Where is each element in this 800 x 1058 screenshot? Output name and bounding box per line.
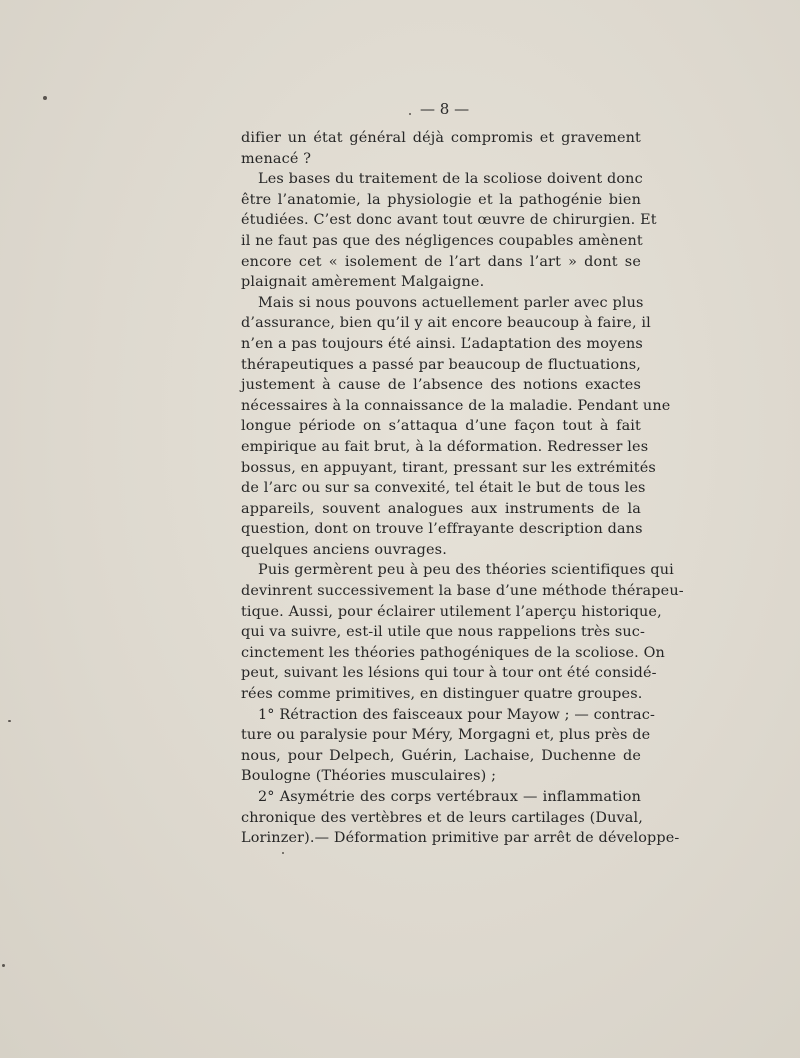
text-line: bossus, en appuyant, tirant, pressant sur les extrémités	[241, 459, 656, 476]
text-line: Boulogne (Théories musculaires) ;	[241, 768, 497, 785]
body-text	[241, 128, 684, 849]
paper-speck	[2, 964, 5, 967]
text-line: question, dont on trouve l’effrayante description dans	[241, 521, 643, 538]
text-line: peut, suivant les lésions qui tour à tour ont été considé-	[241, 665, 657, 682]
text-line: nous, pour Delpech, Guérin, Lachaise, Duchenne de	[241, 747, 641, 764]
text-line: Mais si nous pouvons actuellement parler avec plus	[258, 294, 644, 311]
paper-speck	[282, 852, 284, 854]
page-number: — 8 —	[420, 100, 470, 118]
text-line: appareils, souvent analogues aux instruments de la	[241, 500, 641, 517]
text-line: cinctement les théories pathogéniques de la scoliose. On	[241, 644, 665, 661]
text-line: d’assurance, bien qu’il y ait encore beaucoup à faire, il	[241, 315, 651, 332]
paper-speck	[409, 113, 411, 115]
text-line: être l’anatomie, la physiologie et la pathogénie bien	[241, 191, 641, 208]
text-line: 2° Asymétrie des corps vertébraux — inflammation	[258, 789, 641, 805]
paper-speck	[43, 96, 47, 100]
text-line: Les bases du traitement de la scoliose doivent donc	[258, 171, 643, 188]
text-line: encore cet « isolement de l’art dans l’art » dont se	[241, 253, 641, 270]
text-line: thérapeutiques a passé par beaucoup de fluctuations,	[241, 356, 642, 373]
text-line: Lorinzer).— Déformation primitive par arrêt de développe-	[241, 830, 680, 847]
text-line: chronique des vertèbres et de leurs cartilages (Duval,	[241, 809, 643, 826]
text-line: de l’arc ou sur sa convexité, tel était le but de tous les	[241, 480, 646, 497]
text-line: devinrent successivement la base d’une méthode thérapeu-	[241, 583, 684, 600]
text-line: quelques anciens ouvrages.	[241, 541, 447, 558]
text-line: difier un état général déjà compromis et gravement	[241, 130, 641, 146]
text-line: empirique au fait brut, à la déformation. Redresser les	[241, 438, 649, 455]
text-line: étudiées. C’est donc avant tout œuvre de chirurgien. Et	[241, 212, 657, 229]
paper-speck	[8, 720, 11, 722]
text-line: nécessaires à la connaissance de la maladie. Pendant une	[241, 397, 671, 414]
text-line: plaignait amèrement Malgaigne.	[241, 274, 485, 291]
text-line: ture ou paralysie pour Méry, Morgagni et, plus près de	[241, 727, 651, 744]
text-line: n’en a pas toujours été ainsi. L’adaptation des moyens	[241, 335, 643, 352]
text-line: longue période on s’attaqua d’une façon tout à fait	[241, 418, 641, 435]
text-line: tique. Aussi, pour éclairer utilement l’aperçu historique,	[241, 603, 662, 620]
text-line: 1° Rétraction des faisceaux pour Mayow ; — contrac-	[258, 706, 655, 723]
text-line: justement à cause de l’absence des notions exactes	[241, 377, 641, 394]
text-line: Puis germèrent peu à peu des théories scientifiques qui	[258, 562, 674, 579]
text-line: qui va suivre, est-il utile que nous rappelions très suc-	[241, 624, 646, 641]
text-line: il ne faut pas que des négligences coupables amènent	[241, 232, 643, 249]
text-line: menacé ?	[241, 150, 312, 167]
text-line: rées comme primitives, en distinguer quatre groupes.	[241, 686, 643, 703]
